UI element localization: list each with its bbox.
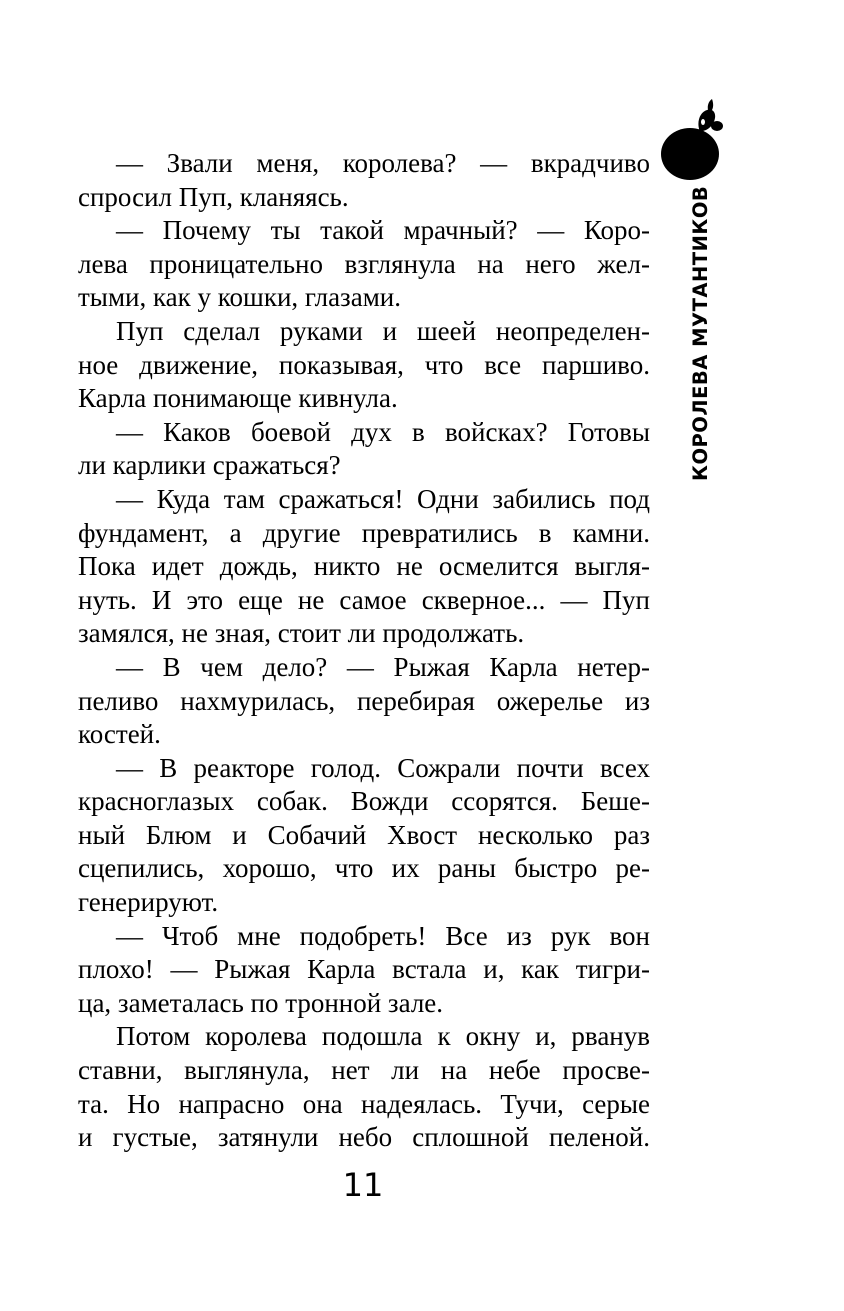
- text-line: красноглазых собак. Вожди ссорятся. Беше-: [78, 786, 650, 817]
- bomb-icon: [660, 96, 726, 182]
- text-line: Пока идет дождь, никто не осмелится выгля-: [78, 551, 650, 582]
- text-line: — Звали меня, королева? — вкрадчиво: [116, 148, 650, 178]
- text-line: ца, заметалась по тронной зале.: [78, 987, 444, 1018]
- text-line: ставни, выглянула, нет ли на небе просве-: [78, 1055, 650, 1086]
- text-line: нуть. И это еще не самое скверное... — Пуп: [78, 584, 650, 615]
- text-line: ли карлики сражаться?: [78, 450, 341, 481]
- text-line: тыми, как у кошки, глазами.: [78, 282, 401, 313]
- text-line: Карла понимающе кивнула.: [78, 383, 398, 414]
- page-text: [78, 147, 650, 1155]
- text-line: Потом королева подошла к окну и, рванув: [116, 1021, 650, 1052]
- book-title: КОРОЛЕВА МУТАНТИКОВ: [689, 185, 712, 481]
- text-line: костей.: [78, 719, 161, 750]
- text-line: замялся, не зная, стоит ли продолжать.: [78, 618, 525, 649]
- text-line: ный Блюм и Собачий Хвост несколько раз: [78, 819, 650, 850]
- text-line: — Почему ты такой мрачный? — Коро-: [116, 215, 650, 246]
- text-line: плохо! — Рыжая Карла встала и, как тигри-: [78, 954, 650, 985]
- text-line: спросил Пуп, кланяясь.: [78, 181, 349, 212]
- page-number: 11: [342, 1166, 384, 1204]
- text-line: лева проницательно взглянула на него жел-: [78, 248, 650, 279]
- text-line: ное движение, показывая, что все паршиво.: [78, 349, 650, 380]
- text-line: фундамент, а другие превратились в камни.: [78, 517, 650, 548]
- text-line: — Чтоб мне подобреть! Все из рук вон: [116, 920, 650, 951]
- text-line: сцепились, хорошо, что их раны быстро ре-: [78, 853, 650, 884]
- text-line: — Каков боевой дух в войсках? Готовы: [116, 416, 650, 447]
- text-line: пеливо нахмурилась, перебирая ожерелье из: [78, 685, 650, 716]
- text-line: — Куда там сражаться! Одни забились под: [116, 483, 650, 514]
- text-line: та. Но напрасно она надеялась. Тучи, серые: [78, 1088, 650, 1119]
- text-line: генерируют.: [78, 887, 219, 918]
- text-line: — В реакторе голод. Сожрали почти всех: [116, 752, 650, 783]
- text-line: и густые, затянули небо сплошной пеленой.: [78, 1122, 650, 1153]
- text-line: Пуп сделал руками и шеей неопределен-: [116, 315, 650, 346]
- text-line: — В чем дело? — Рыжая Карла нетер-: [116, 651, 650, 682]
